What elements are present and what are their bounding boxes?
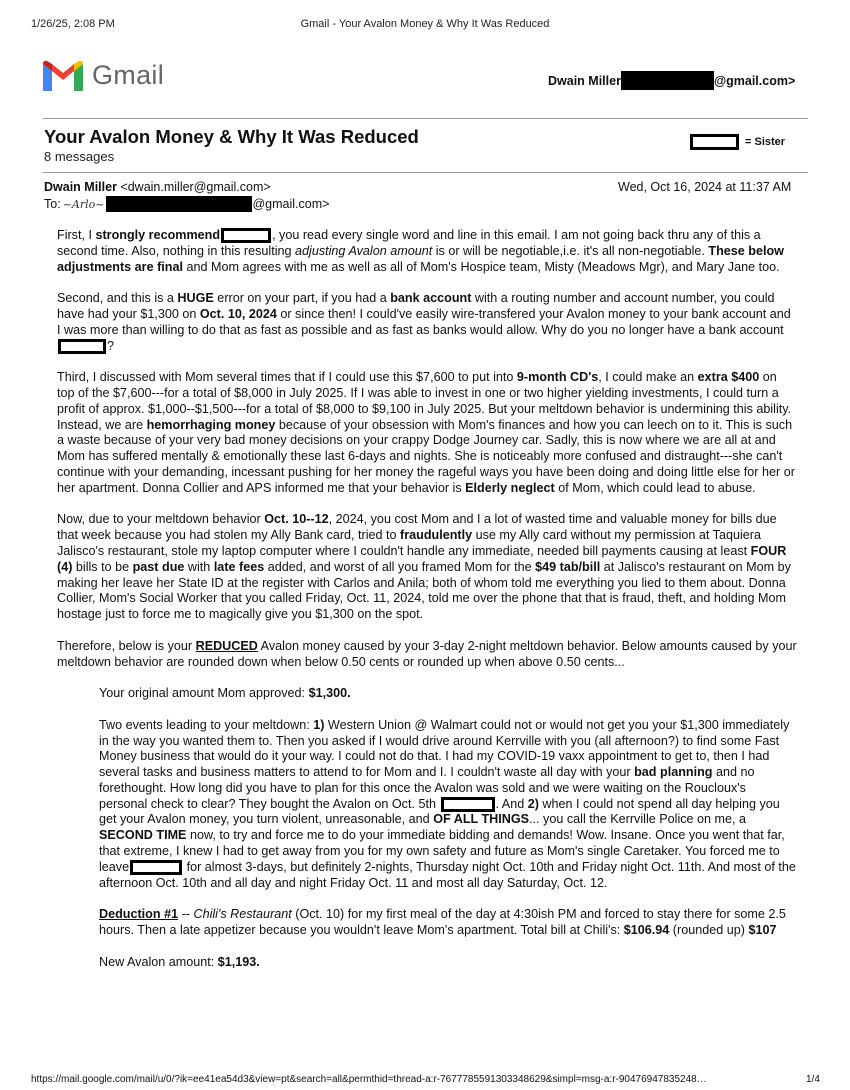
text-run: with a routing number and account number, you could have had your $1,300 on <box>57 291 775 321</box>
text-run: with <box>184 559 214 574</box>
account-email-suffix: @gmail.com> <box>713 73 796 88</box>
print-url: https://mail.google.com/mail/u/0/?ik=ee41ea54d3&view=pt&search=all&permthid=thread-a:r-7677785591303348629&simpl=msg-a:r-90476947835248… <box>31 1074 707 1085</box>
text-run: $107 <box>748 923 777 938</box>
text-run: bad planning <box>634 765 713 780</box>
paragraph <box>57 228 797 275</box>
text-run: OF ALL THINGS <box>433 812 530 827</box>
to-prefix: To: <box>44 197 61 211</box>
text-run: Western Union @ Walmart could not or would not get you your $1,300 immediately in the way you wanted them to. Then you asked if I would drive around Kerrville with you (all afternoon?) to find some Fast Money business that would do it your way. I could not do that. I had my COVID-19 vaxx appointment to get to, then I had several tasks and business matters to attend to for Mom and I. I couldn't waste all day with your <box>99 717 790 780</box>
text-run: First, I <box>57 228 96 242</box>
text-run: because of your obsession with Mom's finances and how you can leech on to it. This is such a waste because of your very bad money decisions on your crappy Dodge Journey car. Sadly, this is now where we are all at and Mom has suffered mentally & emotionally these last 6-days and nights. She is noticeably more confused and distraught---she can't continue with your demanding, incessant pushing for her money the rageful ways you have been doing and doing little else for her or her apartment. Donna Collier and APS informed me that your behavior is <box>57 417 795 495</box>
text-run: or since then! I could've easily wire-transfered your Avalon money to your bank account and I was more than willing to do that as fast as possible and as fast as banks would allow. Why do you no longer have a bank account <box>57 306 791 337</box>
text-run: Elderly neglect <box>465 480 555 495</box>
text-run: New Avalon amount: <box>99 954 218 969</box>
text-run: 2) <box>527 796 539 811</box>
gmail-logo <box>43 60 164 91</box>
text-run: SECOND TIME <box>99 828 187 843</box>
print-datetime: 1/26/25, 2:08 PM <box>31 18 115 30</box>
paragraph <box>57 291 797 354</box>
to-email-suffix: @gmail.com> <box>252 197 330 211</box>
text-run: $106.94 <box>623 923 670 938</box>
text-run: . And <box>495 796 528 811</box>
text-run: Second, and this is a <box>57 291 178 306</box>
print-title: Gmail - Your Avalon Money & Why It Was Reduced <box>300 18 550 30</box>
sender-email: <dwain.miller@gmail.com> <box>120 180 271 194</box>
text-run: Your original amount Mom approved: <box>99 686 309 701</box>
text-run: -- <box>178 907 194 922</box>
text-run: and no forethought. How long did you have to plan for this once the Avalon was sold and we were waiting on the Roucloux's personal check to clear? They bought the Avalon on Oct. 5th <box>99 765 755 811</box>
text-run: REDUCED <box>195 638 258 653</box>
text-run: , I could make an <box>598 370 698 385</box>
text-run: adjusting Avalon amount <box>295 243 433 258</box>
message-count: 8 messages <box>44 149 115 164</box>
text-run: error on your part, if you had a <box>213 291 391 306</box>
paragraph <box>99 718 797 892</box>
text-run: $1,193. <box>217 954 260 969</box>
text-run: and Mom agrees with me as well as all of Mom's Hospice team, Misty (Meadows Mgr), and Mary Jane too. <box>182 259 780 274</box>
message-from <box>44 180 271 194</box>
text-run: Oct. 10, 2024 <box>199 306 277 321</box>
text-run: Oct. 10--12 <box>264 512 329 527</box>
redaction-box <box>221 228 271 243</box>
account-name: Dwain Miller <box>548 73 621 88</box>
text-run: now, to try and force me to do your immediate bidding and demands! Wow. Insane. Once you went that far, that extreme, I knew I had to get away from you for my own safety and future as Mom's single Caretaker. You forced me to leave <box>99 828 785 874</box>
new-amount <box>99 955 797 971</box>
print-page-number: 1/4 <box>806 1074 820 1085</box>
message-body <box>57 228 797 986</box>
text-run: HUGE <box>177 291 214 306</box>
text-run: Third, I discussed with Mom several times that if I could use this $7,600 to put into <box>57 370 517 385</box>
scribbled-name: ~Arlo~ <box>62 197 105 211</box>
text-run: bank account <box>390 291 472 306</box>
text-run: $49 tab/bill <box>535 559 601 574</box>
redaction-legend <box>690 134 785 150</box>
divider <box>43 118 808 119</box>
text-run: bills to be <box>72 559 133 574</box>
text-run: These below adjustments are final <box>57 243 784 274</box>
text-run: Therefore, below is your <box>57 638 196 653</box>
redaction-box <box>58 339 106 354</box>
text-run: Avalon money caused by your 3-day 2-night meltdown behavior. Below amounts caused by your meltdown behavior are rounded down when below 0.50 cents or rounded up when above 0.50 cents... <box>57 638 797 669</box>
text-run: Now, due to your meltdown behavior <box>57 512 265 527</box>
gmail-m-icon <box>43 60 83 91</box>
divider <box>43 172 808 173</box>
text-run: Two events leading to your meltdown: <box>99 717 314 732</box>
text-run: Deduction #1 <box>99 907 179 922</box>
text-run: is or will be negotiable,i.e. it's all non-negotiable. <box>432 243 709 258</box>
text-run: of Mom, which could lead to abuse. <box>554 480 756 495</box>
text-run: ? <box>107 338 115 353</box>
deduction-1 <box>99 907 797 939</box>
text-run: FOUR (4) <box>57 543 787 574</box>
legend-label: = Sister <box>745 136 786 148</box>
text-run: strongly recommend <box>95 228 221 242</box>
message-to <box>44 196 329 212</box>
redaction-bar <box>106 196 252 212</box>
message-date: Wed, Oct 16, 2024 at 11:37 AM <box>618 180 792 194</box>
text-run: use my Ally card without my permission at Taquiera Jalisco's restaurant, stole my laptop computer where I couldn't handle any immediate, needed bill payments causing at least <box>57 528 761 558</box>
text-run: hemorrhaging money <box>146 417 276 432</box>
paragraph <box>57 512 797 623</box>
text-run: Chili's Restaurant <box>193 907 292 922</box>
text-run: , you read every single word and line in this email. I am not going back thru any of this a second time. Also, nothing in this resulting <box>57 228 761 258</box>
thread-subject: Your Avalon Money & Why It Was Reduced <box>44 126 419 147</box>
text-run: 1) <box>313 717 325 732</box>
original-amount <box>99 686 797 702</box>
text-run: at Jalisco's restaurant on Mom by making her leave her State ID at the register with Carlos and Anila; both of whom told me everything you lied to them about. Donna Collier, Mom's Social Worker that you called Friday, Oct. 11, 2024, told me over the phone that that is fraud, theft, and holding Mom hostage just to force me to magically give you $1,300 on the spot. <box>57 559 791 622</box>
redaction-bar <box>621 71 714 90</box>
text-run: for almost 3-days, but definitely 2-nights, Thursday night Oct. 10th and Friday night Oct. 11th. And most of the afternoon Oct. 10th and all day and night Friday Oct. 11 and most all day Saturday, Oct. 12. <box>99 859 796 890</box>
text-run: extra $400 <box>697 370 760 385</box>
text-run: late fees <box>213 559 265 574</box>
gmail-wordmark: Gmail <box>92 60 165 90</box>
redaction-box <box>441 797 495 812</box>
paragraph <box>57 639 797 671</box>
text-run: added, and worst of all you framed Mom for the <box>264 559 536 574</box>
paragraph <box>57 370 797 496</box>
redaction-box <box>690 134 739 150</box>
text-run: when I could not spend all day helping you get your Avalon money, you turn violent, unreasonable, and <box>99 796 780 827</box>
text-run: past due <box>132 559 185 574</box>
sender-name: Dwain Miller <box>44 180 117 194</box>
redaction-box <box>130 860 182 875</box>
text-run: $1,300. <box>308 686 351 701</box>
text-run: ... you call the Kerrville Police on me, a <box>529 812 747 827</box>
text-run: on top of the $7,600---for a total of $8,000 in July 2025. If I was able to invest in one or two higher yielding investments, I could turn a profit of approx. $1,000--$1,500---for a total of $8,000 to $9,100 in July 2025. But your meltdown behavior is undermining this ability. Instead, we are <box>57 370 792 432</box>
account-identity <box>548 71 795 90</box>
text-run: 9-month CD's <box>516 370 599 385</box>
text-run: (Oct. 10) for my first meal of the day at 4:30ish PM and forced to stay there for some 2.5 hours. Then a late appetizer because you wouldn't leave Mom's apartment. Total bill at Chili's: <box>99 907 786 938</box>
text-run: (rounded up) <box>669 923 749 938</box>
text-run: , 2024, you cost Mom and I a lot of wasted time and valuable money for bills due that week because you had stolen my Ally Bank card, tried to <box>57 512 777 543</box>
text-run: fraudulently <box>400 528 473 543</box>
